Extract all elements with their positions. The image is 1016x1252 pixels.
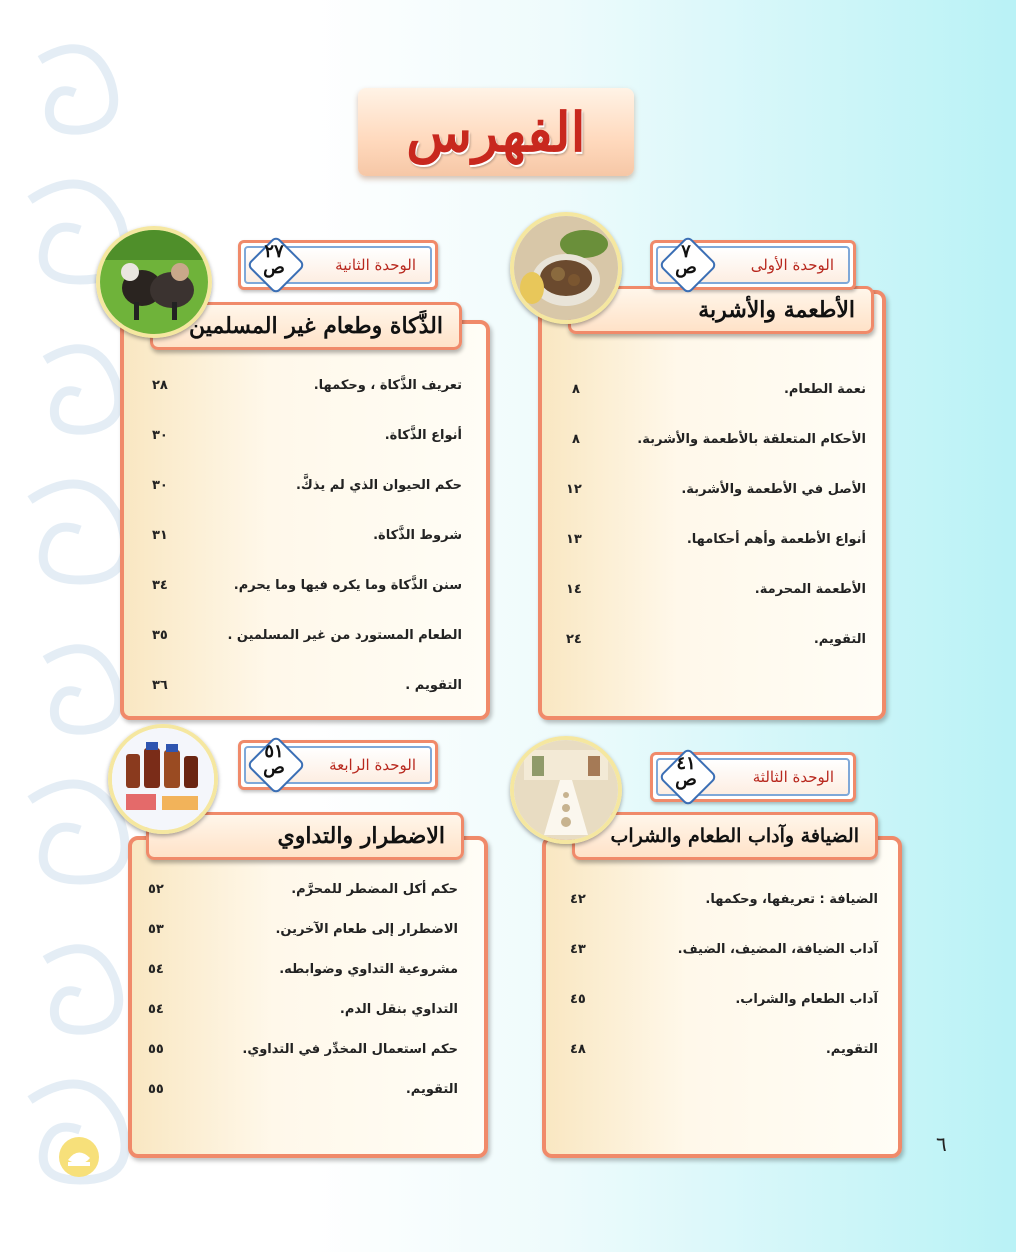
unit-1-panel: [538, 290, 886, 720]
unit-1-topic-1: نعمة الطعام. ٨: [572, 382, 866, 397]
unit-2-topic-5: سنن الذَّكاة وما يكره فيها وما يحرم. ٣٤: [152, 578, 462, 593]
unit-4-subject: الاضطرار والتداوي: [277, 823, 445, 849]
unit-4-page-abbr: ص: [263, 757, 285, 778]
unit-3-subject-banner: [572, 812, 878, 860]
unit-3-topic-1: الضيافة : تعريفها، وحكمها. ٤٢: [570, 892, 878, 907]
unit-1-tag: [650, 240, 856, 290]
unit-1-topic-4: أنواع الأطعمة وأهم أحكامها. ١٣: [566, 532, 866, 547]
unit-2-topic-1: تعريف الذَّكاة ، وحكمها. ٢٨: [152, 378, 462, 393]
unit-3-tag: [650, 752, 856, 802]
unit-2-topic-2: أنواع الذَّكاة. ٣٠: [152, 428, 462, 443]
unit-4-topic-5: حكم استعمال المخدِّر في التداوي. ٥٥: [148, 1042, 458, 1057]
unit-2-label: الوحدة الثانية: [335, 256, 416, 274]
medicine-photo: [108, 724, 218, 834]
unit-2-tag: [238, 240, 438, 290]
unit-1-topic-2: الأحكام المتعلقة بالأطعمة والأشربة. ٨: [572, 432, 866, 447]
unit-2-page-abbr: ص: [263, 257, 285, 278]
unit-2-topic-3: حكم الحيوان الذي لم يذكَّ. ٣٠: [152, 478, 462, 493]
unit-2-topic-6: الطعام المستورد من غير المسلمين . ٣٥: [152, 628, 462, 643]
unit-2-topic-4: شروط الذَّكاة. ٣١: [152, 528, 462, 543]
unit-1-page-abbr: ص: [675, 257, 697, 278]
unit-4-topic-3: مشروعية التداوي وضوابطه. ٥٤: [148, 962, 458, 977]
banquet-photo: [510, 736, 622, 844]
unit-1-topic-5: الأطعمة المحرمة. ١٤: [566, 582, 866, 597]
sheep-photo: [96, 226, 212, 338]
unit-2-topic-7: التقويم . ٣٦: [152, 678, 462, 693]
unit-2-subject: الذَّكاة وطعام غير المسلمين: [189, 313, 443, 339]
unit-1-topic-3: الأصل في الأطعمة والأشربة. ١٢: [566, 482, 866, 497]
unit-3-start-page: ٤١: [676, 753, 696, 774]
food-photo: [510, 212, 622, 324]
unit-3-topic-4: التقويم. ٤٨: [570, 1042, 878, 1057]
unit-1-label: الوحدة الأولى: [750, 256, 834, 274]
unit-1-start-page: ٧: [681, 241, 691, 262]
unit-4-label: الوحدة الرابعة: [329, 756, 416, 774]
unit-4-topic-6: التقويم. ٥٥: [148, 1082, 458, 1097]
unit-1-subject: الأطعمة والأشربة: [698, 297, 855, 323]
unit-3-label: الوحدة الثالثة: [752, 768, 834, 786]
unit-3-topic-3: آداب الطعام والشراب. ٤٥: [570, 992, 878, 1007]
unit-3-topic-2: آداب الضيافة، المضيف، الضيف. ٤٣: [570, 942, 878, 957]
unit-4-topic-1: حكم أكل المضطر للمحرَّم. ٥٢: [148, 882, 458, 897]
page-title: الفهرس: [406, 100, 586, 164]
page-number: ٦: [936, 1132, 947, 1156]
unit-4-topic-4: التداوي بنقل الدم. ٥٤: [148, 1002, 458, 1017]
unit-3-page-abbr: ص: [675, 769, 697, 790]
index-title-box: [358, 88, 634, 176]
unit-3-subject: الضيافة وآداب الطعام والشراب: [610, 825, 859, 847]
unit-2-start-page: ٢٧: [264, 241, 284, 262]
unit-4-start-page: ٥١: [264, 741, 284, 762]
unit-4-tag: [238, 740, 438, 790]
unit-4-topic-2: الاضطرار إلى طعام الآخرين. ٥٣: [148, 922, 458, 937]
publisher-logo-icon: [56, 1134, 102, 1180]
unit-1-topic-6: التقويم. ٢٤: [566, 632, 866, 647]
